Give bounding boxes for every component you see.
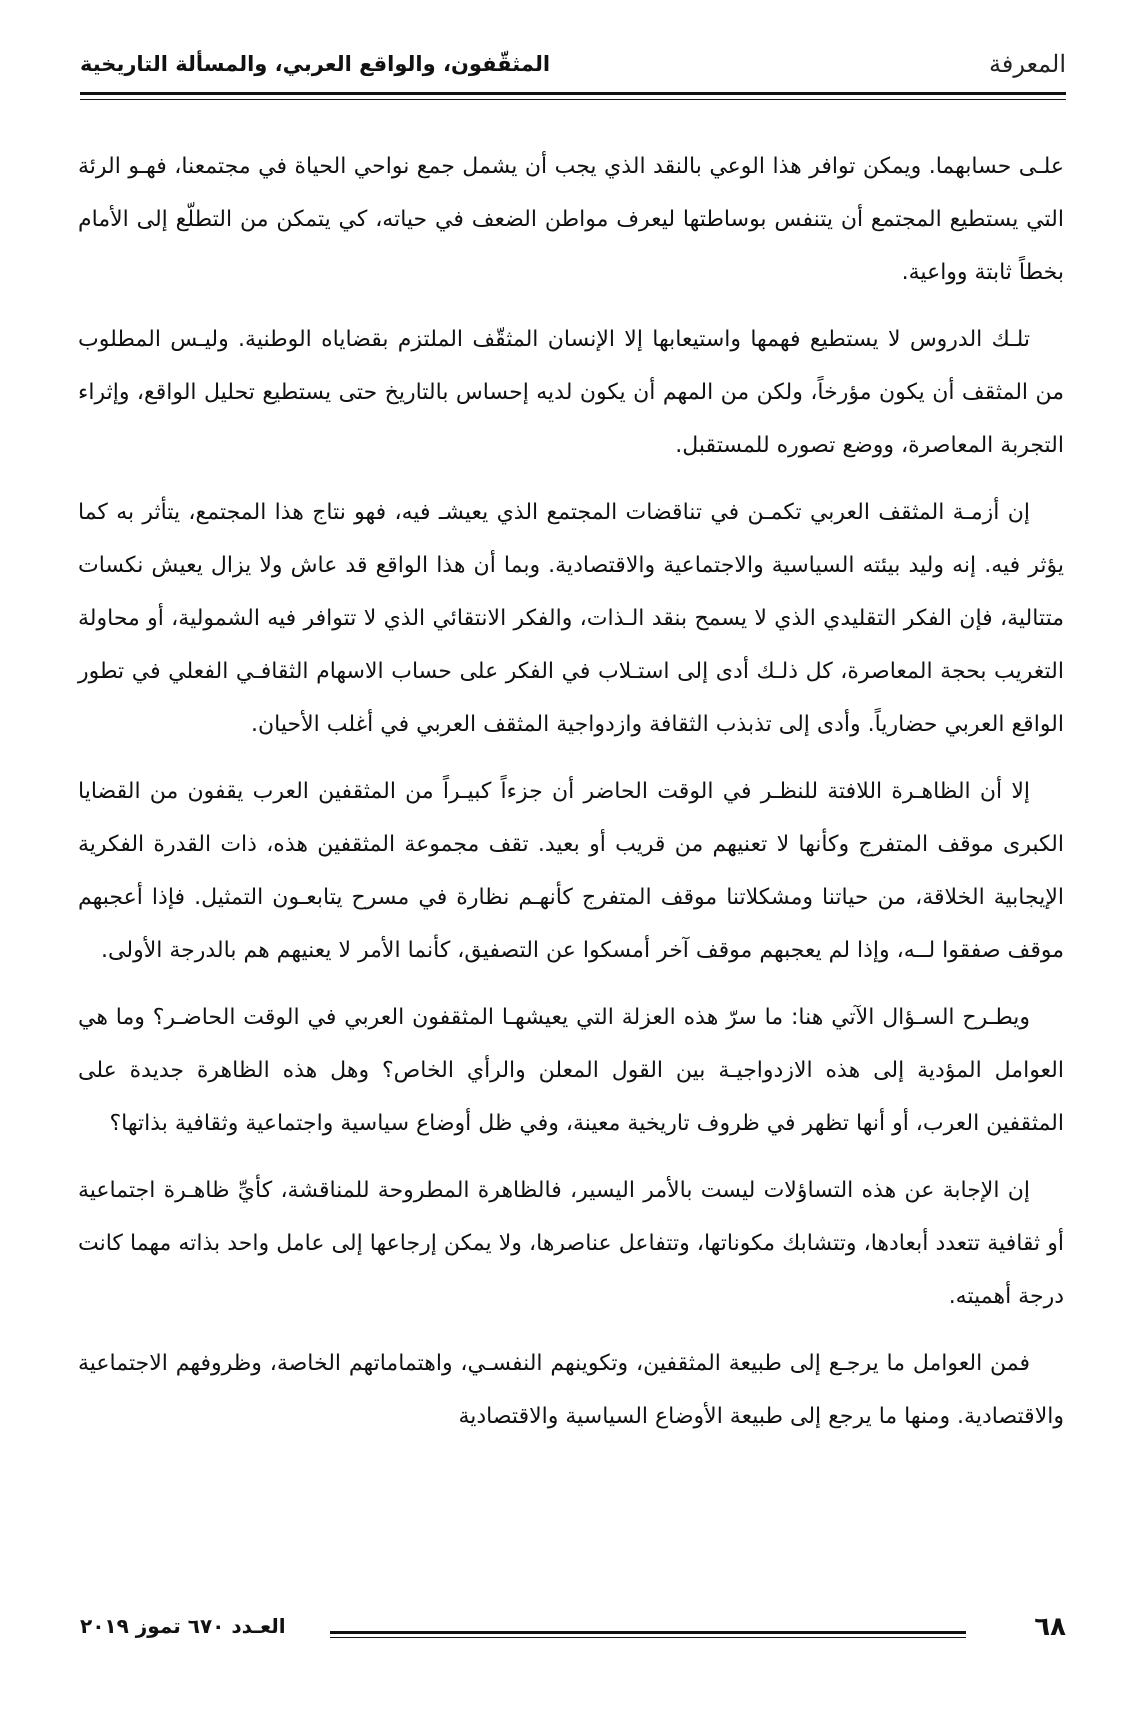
paragraph-3: إن أزمـة المثقف العربي تكمـن في تناقضات المجتمع الذي يعيشـ فيه، فهو نتاج هذا المجتمع، يتأثر به كما يؤثر فيه. إنه وليد بيئته السياسية والاجتماعية والاقتصادية. وبما أن هذا الواقع قد عاش ولا يزال يعيش نكسات متتالية، فإن الفكر التقليدي الذي لا يسمح بنقد الـذات، والفكر الانتقائي الذي لا تتوافر فيه الشمولية، أو محاولة التغريب بحجة المعاصرة، كل ذلـك أدى إلى استـلاب في الفكر على حساب الاسهام الثقافـي الفعلي في تطور الواقع العربي حضارياً. وأدى إلى تذبذب الثقافة وازدواجية المثقف العربي في أغلب الأحيان. xyxy=(78,500,1064,737)
page-footer xyxy=(80,1612,1066,1652)
magazine-logo: المعرفة xyxy=(988,50,1066,78)
running-title: المثقّفون، والواقع العربي، والمسألة التاريخية xyxy=(80,52,551,76)
paragraph-5: ويطـرح السـؤال الآتي هنا: ما سرّ هذه العزلة التي يعيشهـا المثقفون العربي في الوقت الحاضـر؟ وما هي العوامل المؤدية إلى هذه الازدواجيـة بين القول المعلن والرأي الخاص؟ وهل هذه الظاهرة جديدة على المثقفين العرب، أو أنها تظهر في ظروف تاريخية معينة، وفي ظل أوضاع سياسية واجتماعية وثقافية بذاتها؟ xyxy=(78,1005,1064,1136)
paragraph-7: فمن العوامل ما يرجـع إلى طبيعة المثقفين، وتكوينهم النفسـي، واهتماماتهم الخاصة، وظروفهم الاجتماعية والاقتصادية. ومنها ما يرجع إلى طبيعة الأوضاع السياسية والاقتصادية xyxy=(78,1351,1064,1429)
paragraph-4: إلا أن الظاهـرة اللافتة للنظـر في الوقت الحاضر أن جزءاً كبيـراً من المثقفين العرب يقفون من القضايا الكبرى موقف المتفرج وكأنها لا تعنيهم من قريب أو بعيد. تقف مجموعة المثقفين هذه، ذات القدرة الفكرية الإيجابية الخلاقة، من حياتنا ومشكلاتنا موقف المتفرج كأنهـم نظارة في مسرح يتابعـون التمثيل. فإذا أعجبهم موقف صفقوا لــه، وإذا لم يعجبهم موقف آخر أمسكوا عن التصفيق، كأنما الأمر لا يعنيهم هم بالدرجة الأولى. xyxy=(78,779,1064,963)
page-header xyxy=(80,44,1066,84)
paragraph-1: علـى حسابهما. ويمكن توافر هذا الوعي بالنقد الذي يجب أن يشمل جمع نواحي الحياة في مجتمعنا، فهـو الرئة التي يستطيع المجتمع أن يتنفس بوساطتها ليعرف مواطن الضعف في حياته، كي يتمكن من التطلّع إلى الأمام بخطاً ثابتة وواعية. xyxy=(78,154,1064,285)
header-rule-thin xyxy=(80,99,1066,100)
footer-rule-thick xyxy=(330,1631,966,1634)
article-body xyxy=(78,140,1064,1457)
page-number: ٦٨ xyxy=(1034,1612,1066,1642)
footer-rule-thin xyxy=(330,1637,966,1638)
issue-line: العـدد ٦٧٠ تموز ٢٠١٩ xyxy=(80,1614,286,1638)
paragraph-6: إن الإجابة عن هذه التساؤلات ليست بالأمر اليسير، فالظاهرة المطروحة للمناقشة، كأيِّ ظاهـرة اجتماعية أو ثقافية تتعدد أبعادها، وتتشابك مكوناتها، وتتفاعل عناصرها، ولا يمكن إرجاعها إلى عامل واحد بذاته مهما كانت درجة أهميته. xyxy=(78,1178,1064,1309)
paragraph-2: تلـك الدروس لا يستطيع فهمها واستيعابها إلا الإنسان المثقّف الملتزم بقضاياه الوطنية. وليـس المطلوب من المثقف أن يكون مؤرخاً، ولكن من المهم أن يكون لديه إحساس بالتاريخ حتى يستطيع تحليل الواقع، وإثراء التجربة المعاصرة، ووضع تصوره للمستقبل. xyxy=(78,327,1064,458)
header-rule-thick xyxy=(80,92,1066,95)
